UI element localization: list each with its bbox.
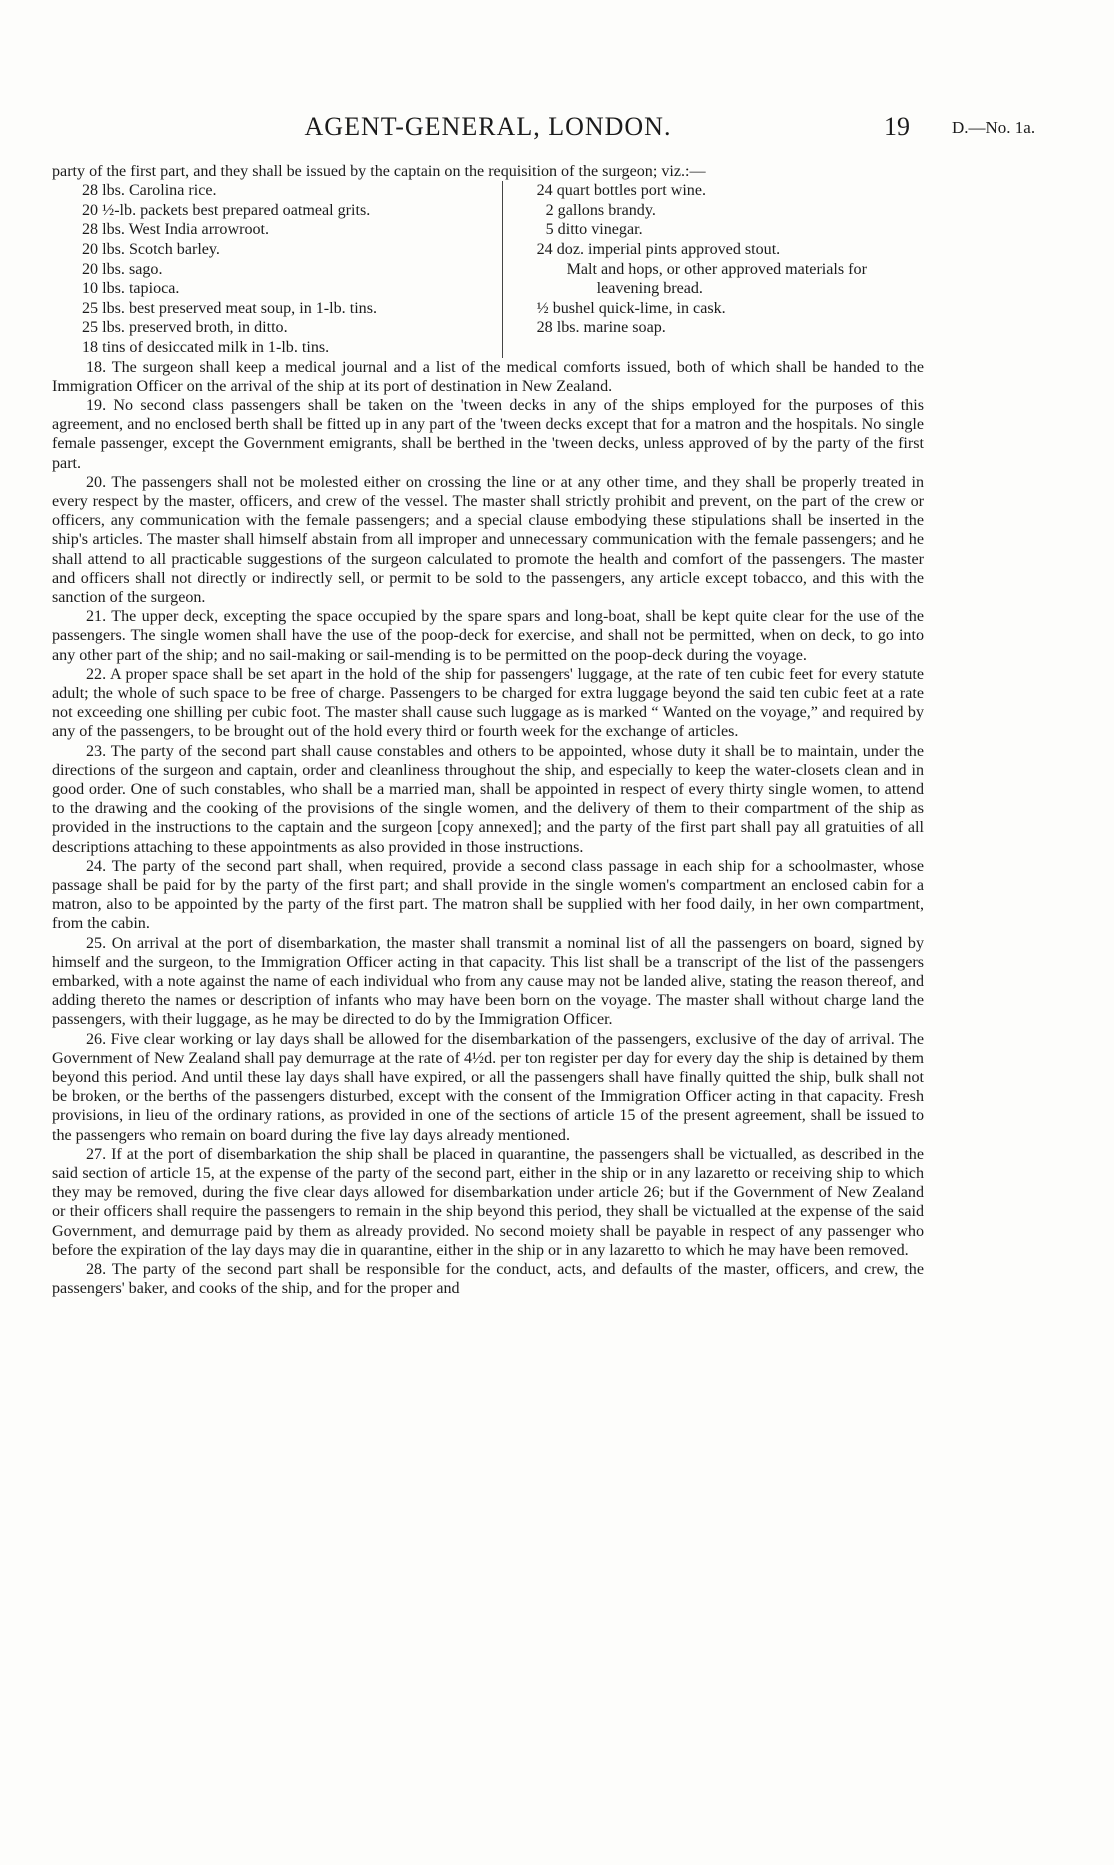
list-item: 25 lbs. preserved broth, in ditto. [82,319,288,337]
list-item: 25 lbs. best preserved meat soup, in 1-lb. tins. [82,299,378,317]
paragraph-28: 28. The party of the second part shall be responsible for the conduct, acts, and defaults of the master, officers, and crew, the passengers' baker, and cooks of the ship, and for the proper and [52,1261,924,1298]
medical-comforts-list [82,181,924,357]
paragraph-20: 20. The passengers shall not be molested either on crossing the line or at any other time, and they shall be properly treated in every respect by the master, officers, and crew of the vessel. The master shall strictly prohibit and prevent, on the part of the crew or officers, any communication with the female passengers; and a special clause embodying these stipulations shall be inserted in the ship's articles. The master shall himself abstain from all improper and unnecessary communication with the female passengers; and he shall attend to all practicable suggestions of the surgeon calculated to promote the health and comfort of the passengers. The master and officers shall not directly or indirectly sell, or permit to be sold to the passengers, any article except tobacco, and this with the sanction of the surgeon. [52,473,924,606]
list-item: 28 lbs. West India arrowroot. [82,221,270,239]
list-item: 24 quart bottles port wine. [536,182,707,200]
paragraph-23: 23. The party of the second part shall cause constables and others to be appointed, whose duty it shall be to maintain, under the directions of the surgeon and captain, order and cleanliness throughout the ship, and especially to keep the water-closets clean and in good order. One of such constables, who shall be a married man, shall be appointed in respect of every thirty single women, to attend to the drawing and the cooking of the provisions of the single women, and the delivery of them to their compartment of the ship as provided in the instructions to the captain and the surgeon [copy annexed]; and the party of the first part shall pay all gratuities of all descriptions attaching to these appointments as also provided in those instructions. [52,742,924,856]
list-item: 20 lbs. sago. [82,260,163,278]
list-item: 20 ½-lb. packets best prepared oatmeal grits. [82,201,371,219]
paragraph-27: 27. If at the port of disembarkation the ship shall be placed in quarantine, the passengers shall be victualled, as described in the said section of article 15, at the expense of the party of the second part, either in the ship or in any lazaretto or receiving ship to which they may be removed, during the five clear days allowed for disembarkation under article 26; but if the Government of New Zealand or their officers shall require the passengers to remain in the ship beyond this period, they shall be victualled at the expense of the said Government, and demurrage paid by them as already provided. No second moiety shall be payable in respect of any passenger who before the expiration of the lay days may die in quarantine, either in the ship or in any lazaretto to which he may have been removed. [52,1145,924,1259]
document-page [52,112,924,1299]
running-title: AGENT-GENERAL, LONDON. [304,112,672,141]
paragraph-26: 26. Five clear working or lay days shall be allowed for the disembarkation of the passengers, exclusive of the day of arrival. The Government of New Zealand shall pay demurrage at the rate of 4½d. per ton register per day for every day the ship is detained by them beyond this period. And until these lay days shall have expired, or all the passengers shall have finally quitted the ship, bulk shall not be broken, or the berths of the passengers disturbed, except with the consent of the Immigration Officer acting in that capacity. Fresh provisions, in lieu of the ordinary rations, as provided in one of the sections of article 15 of the present agreement, shall be issued to the passengers who remain on board during the five lay days already mentioned. [52,1030,924,1144]
list-column-left [82,181,503,357]
list-item: 2 gallons brandy. [545,201,656,219]
paragraph-24: 24. The party of the second part shall, when required, provide a second class passage in each ship for a schoolmaster, whose passage shall be paid for by the party of the first part; and shall provide in the single women's compartment an enclosed cabin for a matron, also to be appointed by the party of the first part. The matron shall be supplied with her food daily, in her own compartment, from the cabin. [52,857,924,933]
document-reference: D.—No. 1a. [952,118,1036,137]
list-item: 28 lbs. marine soap. [536,319,666,337]
list-item: 18 tins of desiccated milk in 1-lb. tins. [82,338,330,356]
list-item: 20 lbs. Scotch barley. [82,240,220,258]
intro-text: party of the first part, and they shall be issued by the captain on the requisition of the surgeon; viz.:— [52,163,706,180]
list-item: 10 lbs. tapioca. [82,280,180,298]
list-item: 24 doz. imperial pints approved stout. [536,240,781,258]
page-number: 19 [884,112,910,141]
list-item: 28 lbs. Carolina rice. [82,182,217,200]
paragraph-19: 19. No second class passengers shall be taken on the 'tween decks in any of the ships employed for the purposes of this agreement, and no enclosed berth shall be fitted up in any part of the 'tween decks except that for a matron and the hospitals. No single female passenger, except the Government emigrants, shall be berthed in the 'tween decks, unless approved of by the party of the first part. [52,396,924,472]
paragraph-21: 21. The upper deck, excepting the space occupied by the spare spars and long-boat, shall be kept quite clear for the use of the passengers. The single women shall have the use of the poop-deck for exercise, and shall not be permitted, when on deck, to go into any other part of the ship; and no sail-making or sail-mending is to be permitted on the poop-deck during the voyage. [52,608,924,664]
paragraph-18: 18. The surgeon shall keep a medical journal and a list of the medical comforts issued, both of which shall be handed to the Immigration Officer on the arrival of the ship at its port of destination in New Zealand. [52,358,924,395]
list-item: 5 ditto vinegar. [545,221,643,239]
paragraph-25: 25. On arrival at the port of disembarkation, the master shall transmit a nominal list of all the passengers on board, signed by himself and the surgeon, to the Immigration Officer acting in that capacity. This list shall be a transcript of the list of the passengers embarked, with a note against the name of each individual who from any cause may not be landed alive, stating the reason thereof, and adding thereto the names or description of infants who may have been born on the voyage. The master shall without charge land the passengers, with their luggage, as he may be directed to do by the Immigration Officer. [52,934,924,1029]
list-item: Malt and hops, or other approved materials for leavening bread. [566,260,867,298]
paragraph-22: 22. A proper space shall be set apart in the hold of the ship for passengers' luggage, at the rate of ten cubic feet for every statute adult; the whole of such space to be free of charge. Passengers to be charged for extra luggage beyond the said ten cubic feet at a rate not exceeding one shilling per cubic foot. The master shall cause such luggage as is marked “ Wanted on the voyage,” and required by any of the passengers, to be brought out of the hold every third or fourth week for the exchange of articles. [52,665,924,741]
list-item: ½ bushel quick-lime, in cask. [536,299,726,317]
page-header [52,112,924,152]
list-column-right [503,181,924,357]
